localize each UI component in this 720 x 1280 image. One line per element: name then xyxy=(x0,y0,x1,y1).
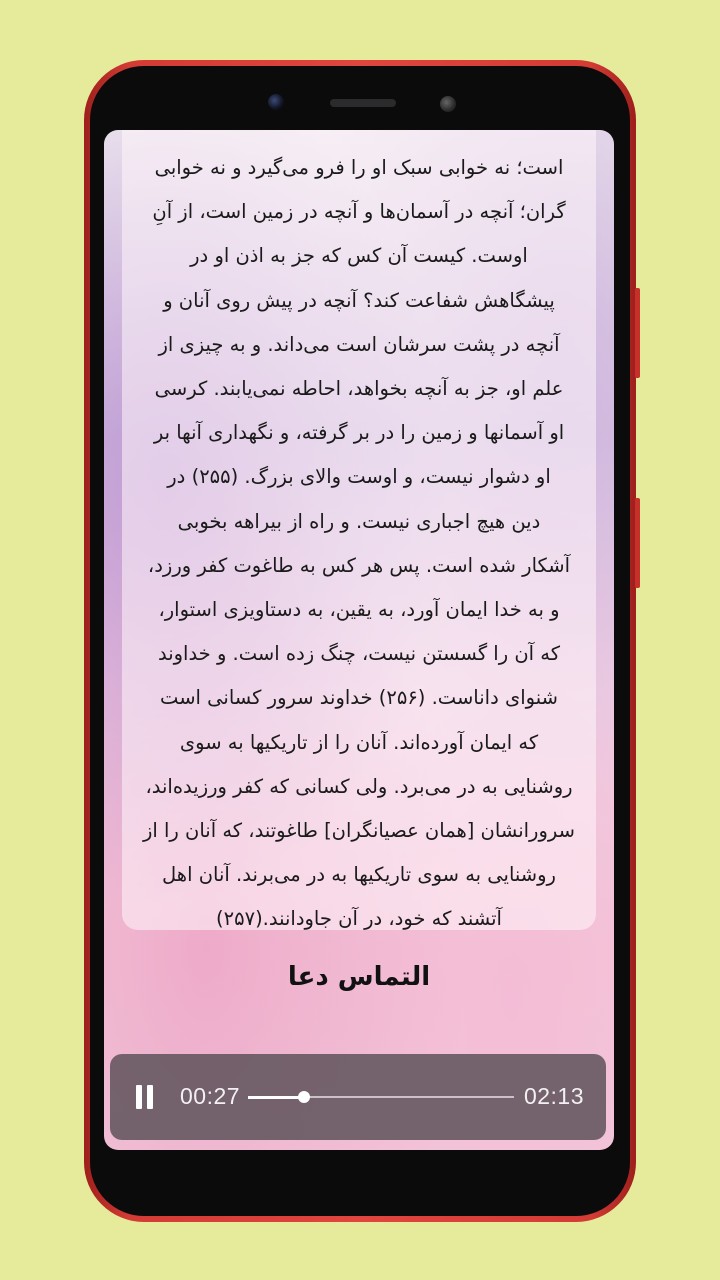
sensor-icon xyxy=(440,96,456,112)
verse-line: آشکار شده است. پس هر کس به طاغوت کفر ورزد، xyxy=(147,553,571,577)
verse-line: که ایمان آورده‌اند. آنان را از تاریکیها به سوی xyxy=(179,730,539,754)
seek-progress xyxy=(248,1096,304,1099)
verse-line: گران؛ آنچه در آسمان‌ها و آنچه در زمین است، از آنِ xyxy=(152,200,566,224)
verse-line: پیشگاهش شفاعت کند؟ آنچه در پیش روی آنان و xyxy=(163,288,555,312)
pause-icon xyxy=(147,1085,153,1109)
audio-player xyxy=(110,1054,606,1140)
verse-line: او آسمانها و زمین را در بر گرفته، و نگهداری آنها بر xyxy=(153,421,565,445)
verse-line: سرورانشان [همان عصیانگران] طاغوتند، که آنان را از xyxy=(142,819,575,843)
volume-button xyxy=(635,288,640,378)
seek-bar[interactable] xyxy=(248,1096,514,1098)
verse-text xyxy=(132,146,586,942)
camera-icon xyxy=(268,94,284,110)
verse-line: و به خدا ایمان آورد، به یقین، به دستاویزی استوار، xyxy=(158,598,560,622)
pause-button[interactable] xyxy=(132,1082,158,1112)
verse-line: علم او، جز به آنچه بخواهد، احاطه نمی‌یابند. کرسی xyxy=(154,377,564,401)
app-screen xyxy=(104,130,614,1150)
verse-line: دین هیچ اجباری نیست. و راه از بیراهه بخوبی xyxy=(177,509,541,533)
verse-line: شنوای داناست. (۲۵۶) خداوند سرور کسانی است xyxy=(160,686,558,710)
verse-line: آتشند که خود، در آن جاودانند.(۲۵۷) xyxy=(216,907,502,931)
total-time: 02:13 xyxy=(523,1083,584,1109)
verse-line: روشنایی به سوی تاریکیها به در می‌برند. آنان اهل xyxy=(162,863,556,887)
current-time: 00:27 xyxy=(180,1083,241,1109)
earpiece-speaker xyxy=(330,99,396,107)
verse-line: او دشوار نیست، و اوست والای بزرگ. (۲۵۵) در xyxy=(167,465,551,489)
verse-line: است؛ نه خوابی سبک او را فرو می‌گیرد و نه خوابی xyxy=(154,156,564,179)
pause-icon xyxy=(136,1085,142,1109)
power-button xyxy=(635,498,640,588)
verse-line: که آن را گسستن نیست، چنگ زده است. و خداوند xyxy=(157,642,561,666)
verse-line: روشنایی به در می‌برد. ولی کسانی که کفر ورزیده‌اند، xyxy=(145,774,573,798)
seek-thumb[interactable] xyxy=(298,1091,310,1103)
verse-line: اوست. کیست آن کس که جز به اذن او در xyxy=(190,244,528,268)
prayer-request-title: التماس دعا xyxy=(287,962,431,992)
verse-line: آنچه در پشت سرشان است می‌داند. و به چیزی از xyxy=(158,332,560,356)
